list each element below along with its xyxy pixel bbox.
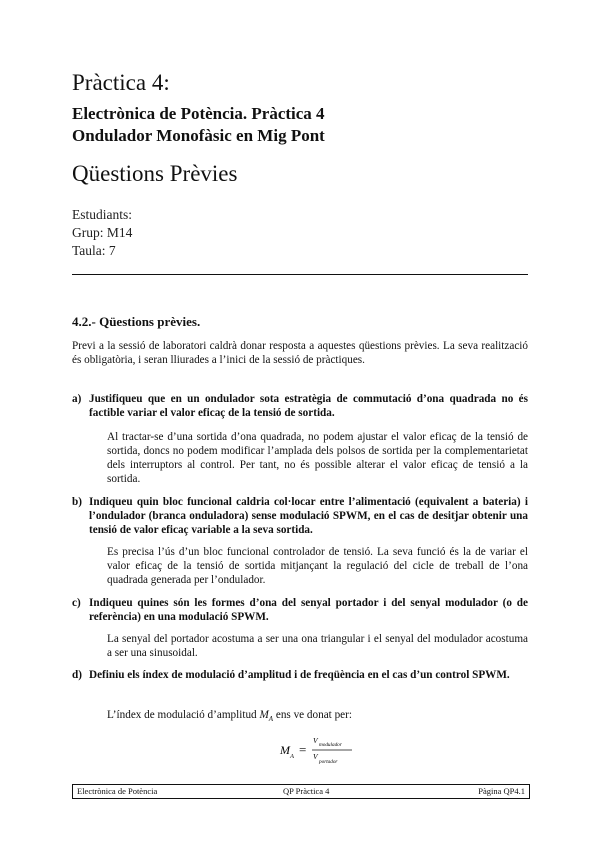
question-label: b) bbox=[72, 496, 82, 508]
question-text: Indiqueu quin bloc funcional caldria col·locar entre l’alimentació (equivalent a bateria) i l’ondulador (branca onduladora) sense modulació SPWM, en el cas de desitjar obtenir una tensió de valor eficaç variable a la seva sortida. bbox=[89, 496, 528, 536]
question-text: Justifiqueu que en un ondulador sota estratègia de commutació d’ona quadrada no és factible variar el valor eficaç de la tensió de sortida. bbox=[89, 393, 528, 419]
answer-a: Al tractar-se d’una sortida d’ona quadrada, no podem ajustar el valor eficaç de la tensió de sortida, doncs no podem modificar l’amplada dels polsos de sortida per la complementarietat dels interruptors al control. Per tant, no és possible alterar el valor eficaç de tensió a la sortida. bbox=[107, 431, 528, 485]
formula-numerator-sub: modulador bbox=[319, 742, 342, 748]
question-label: c) bbox=[72, 597, 81, 609]
page-footer bbox=[72, 784, 530, 799]
practice-title: Pràctica 4: bbox=[72, 70, 170, 95]
question-text: Indiqueu quines són les formes d’ona del senyal portador i del senyal modulador (o de referència) en una modulació SPWM. bbox=[89, 597, 528, 623]
modulation-index-formula bbox=[276, 733, 386, 769]
answer-suffix: ens ve donat per: bbox=[273, 709, 352, 721]
footer-practice: QP Pràctica 4 bbox=[283, 786, 330, 796]
course-subtitle: Electrònica de Potència. Pràctica 4 bbox=[72, 104, 325, 123]
intro-paragraph: Previ a la sessió de laboratori caldrà donar resposta a aquestes qüestions prèvies. La seva realització és obligatòria, i seran lliurades a l’inici de la sessió de pràctiques. bbox=[72, 340, 528, 366]
formula-numerator: V bbox=[313, 736, 318, 745]
answer-d bbox=[107, 708, 528, 726]
formula-denominator-sub: portador bbox=[319, 759, 338, 765]
question-text: Definiu els índex de modulació d’amplitud i de freqüència en el cas d’un control SPWM. bbox=[89, 669, 510, 681]
question-label: d) bbox=[72, 669, 82, 681]
question-b bbox=[72, 495, 528, 537]
answer-c: La senyal del portador acostuma a ser una ona triangular i el senyal del modulador acostuma a ser una sinusoidal. bbox=[107, 633, 528, 659]
ma-subscript: A bbox=[268, 715, 274, 724]
practice-subtitle: Ondulador Monofàsic en Mig Pont bbox=[72, 126, 325, 145]
footer-course: Electrònica de Potència bbox=[77, 786, 158, 796]
formula-denominator: V bbox=[313, 752, 318, 761]
group-label: Grup: M14 bbox=[72, 225, 133, 240]
header-divider bbox=[72, 274, 528, 275]
table-label: Taula: 7 bbox=[72, 243, 116, 258]
formula-equals: = bbox=[299, 742, 307, 757]
question-label: a) bbox=[72, 393, 82, 405]
formula-lhs-sub: A bbox=[290, 753, 294, 760]
question-d bbox=[72, 668, 528, 682]
footer-page-number: Pàgina QP4.1 bbox=[478, 786, 525, 796]
section-title: Qüestions Prèvies bbox=[72, 161, 238, 186]
students-label: Estudiants: bbox=[72, 207, 132, 222]
section-heading: 4.2.- Qüestions prèvies. bbox=[72, 314, 201, 329]
ma-symbol: M bbox=[259, 709, 269, 721]
formula-lhs: M bbox=[280, 743, 290, 757]
question-a bbox=[72, 392, 528, 420]
question-c bbox=[72, 596, 528, 624]
answer-prefix: L’índex de modulació d’amplitud bbox=[107, 709, 260, 721]
answer-b: Es precisa l’ús d’un bloc funcional controlador de tensió. La seva funció és la de variar el valor eficaç de la tensió de sortida mitjançant la regulació del cicle de treball de l’ona quadrada generada per l’ondulador. bbox=[107, 546, 528, 586]
